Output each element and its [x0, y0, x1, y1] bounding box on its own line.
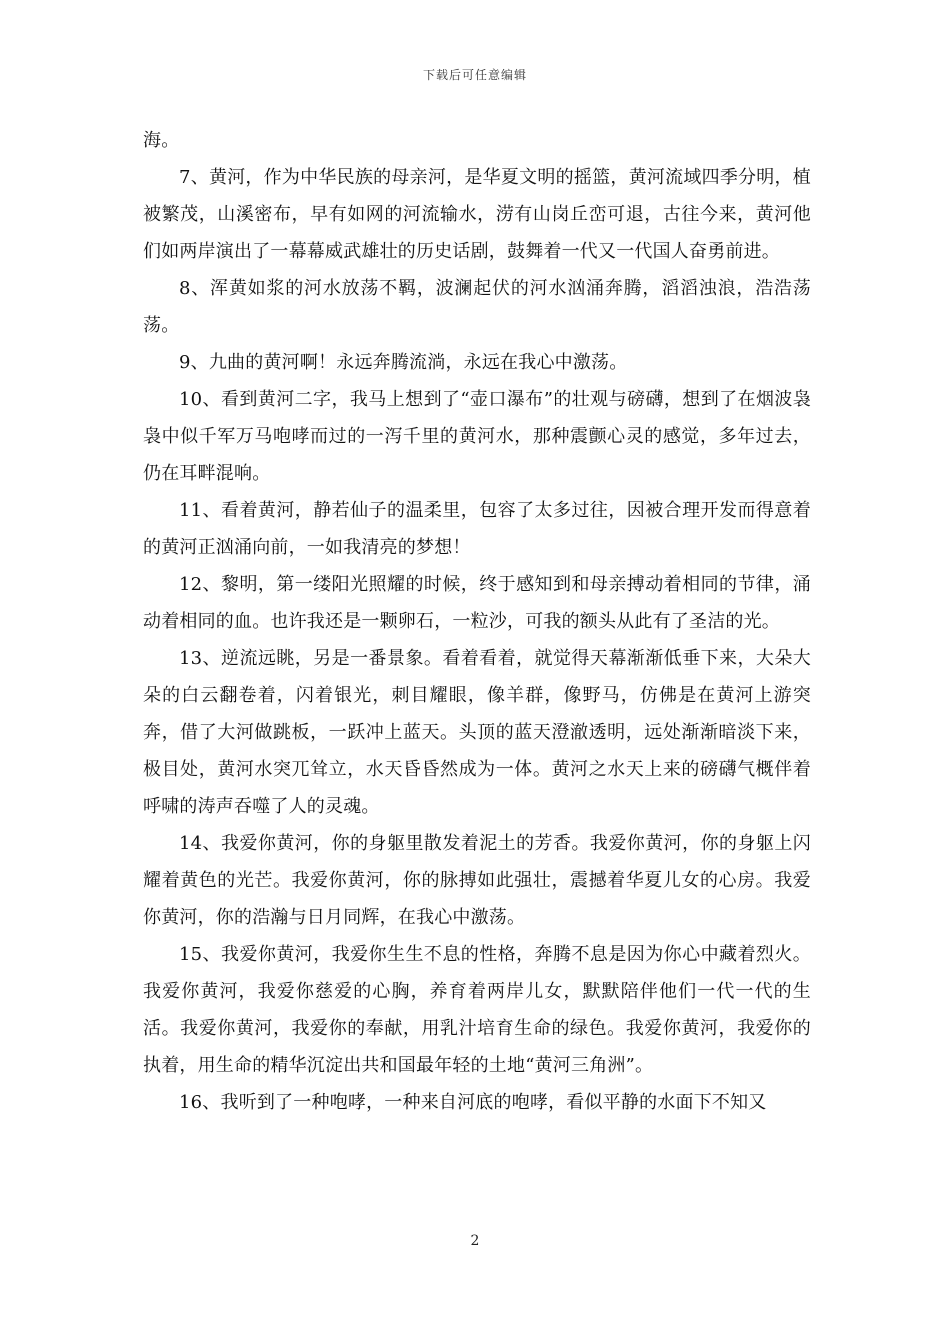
- paragraph-15: 15、我爱你黄河，我爱你生生不息的性格，奔腾不息是因为你心中藏着烈火。我爱你黄河，我爱你慈爱的心胸，养育着两岸儿女，默默陪伴他们一代一代的生活。我爱你黄河，我爱你的奉献，用乳汁培育生命的绿色。我爱你黄河，我爱你的执着，用生命的精华沉淀出共和国最年轻的土地“黄河三角洲”。: [143, 944, 811, 1076]
- document-body: [143, 122, 811, 1121]
- paragraph-12: 12、黎明，第一缕阳光照耀的时候，终于感知到和母亲搏动着相同的节律，涌动着相同的血。也许我还是一颗卵石，一粒沙，可我的额头从此有了圣洁的光。: [143, 574, 811, 632]
- paragraph-10: 10、看到黄河二字，我马上想到了“壶口瀑布”的壮观与磅礴，想到了在烟波袅袅中似千军万马咆哮而过的一泻千里的黄河水，那种震颤心灵的感觉，多年过去，仍在耳畔混响。: [143, 389, 811, 484]
- paragraph-continuation: 海。: [143, 130, 180, 151]
- paragraph-16: 16、我听到了一种咆哮，一种来自河底的咆哮，看似平静的水面下不知又: [179, 1092, 767, 1113]
- paragraph-9: 9、九曲的黄河啊！永远奔腾流淌，永远在我心中激荡。: [179, 352, 628, 373]
- paragraph-14: 14、我爱你黄河，你的身躯里散发着泥土的芳香。我爱你黄河，你的身躯上闪耀着黄色的光芒。我爱你黄河，你的脉搏如此强壮，震撼着华夏儿女的心房。我爱你黄河，你的浩瀚与日月同辉，在我心中激荡。: [143, 833, 811, 928]
- paragraph-7: 7、黄河，作为中华民族的母亲河，是华夏文明的摇篮，黄河流域四季分明，植被繁茂，山溪密布，早有如网的河流输水，涝有山岗丘峦可退，古往今来，黄河他们如两岸演出了一幕幕威武雄壮的历史话剧，鼓舞着一代又一代国人奋勇前进。: [143, 167, 811, 262]
- page-header: 下载后可任意编辑: [422, 68, 527, 82]
- paragraph-11: 11、看着黄河，静若仙子的温柔里，包容了太多过往，因被合理开发而得意着的黄河正汹涌向前，一如我清亮的梦想！: [143, 500, 811, 558]
- paragraph-8: 8、浑黄如浆的河水放荡不羁，波澜起伏的河水汹涌奔腾，滔滔浊浪，浩浩荡荡。: [143, 278, 811, 336]
- page-number: 2: [470, 1233, 480, 1249]
- paragraph-13: 13、逆流远眺，另是一番景象。看着看着，就觉得天幕渐渐低垂下来，大朵大朵的白云翻卷着，闪着银光，刺目耀眼，像羊群，像野马，仿佛是在黄河上游突奔，借了大河做跳板，一跃冲上蓝天。头顶的蓝天澄澈透明，远处渐渐暗淡下来，极目处，黄河水突兀耸立，水天昏昏然成为一体。黄河之水天上来的磅礴气概伴着呼啸的涛声吞噬了人的灵魂。: [143, 648, 811, 817]
